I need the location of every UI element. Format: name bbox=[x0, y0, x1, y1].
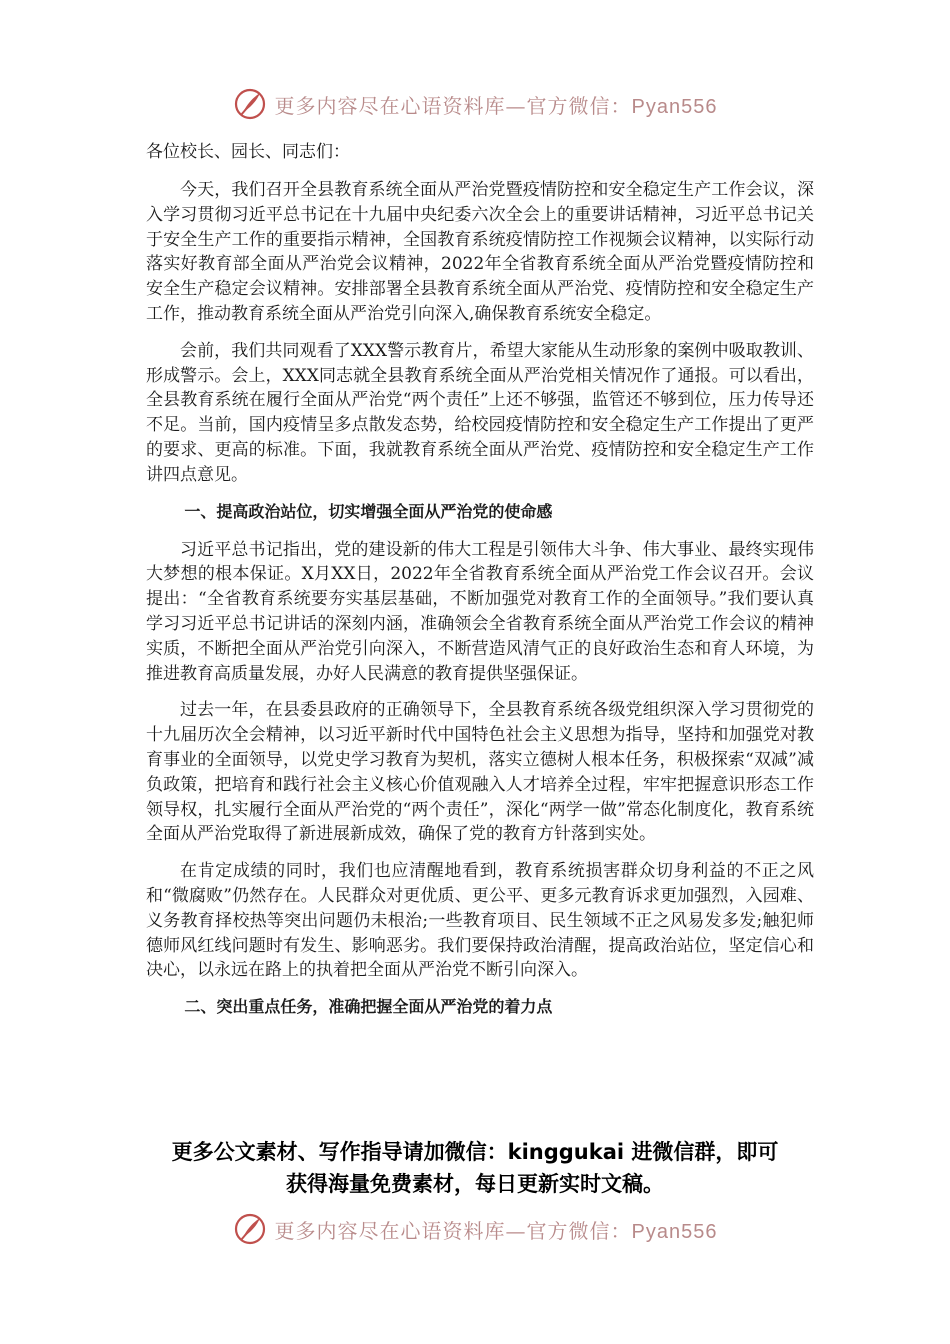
watermark-id: Pyan556 bbox=[631, 1220, 718, 1243]
paragraph: 今天，我们召开全县教育系统全面从严治党暨疫情防控和安全稳定生产工作会议，深入学习贯彻习近平总书记在十九届中央纪委六次全会上的重要讲话精神，习近平总书记关于安全生产工作的重要指示精神，全国教育系统疫情防控工作视频会议精神，以实际行动落实好教育部全面从严治党会议精神，2022年全省教育系统全面从严治党暨疫情防控和安全生产稳定会议精神。安排部署全县教育系统全面从严治党、疫情防控和安全稳定生产工作，推动教育系统全面从严治党引向深入,确保教育系统安全稳定。 bbox=[146, 180, 814, 324]
watermark-text bbox=[275, 1215, 718, 1244]
section-heading-1: 一、提高政治站位，切实增强全面从严治党的使命感 bbox=[184, 501, 553, 521]
quill-logo-icon bbox=[233, 87, 267, 121]
quill-logo-icon bbox=[233, 1212, 267, 1246]
promo-banner bbox=[120, 1136, 830, 1200]
paragraph: 过去一年，在县委县政府的正确领导下，全县教育系统各级党组织深入学习贯彻党的十九届历次全会精神，以习近平新时代中国特色社会主义思想为指导，坚持和加强党对教育事业的全面领导，以党史学习教育为契机，落实立德树人根本任务，积极探索“双减”减负政策，把培育和践行社会主义核心价值观融入人才培养全过程，牢牢把握意识形态工作领导权，扎实履行全面从严治党的“两个责任”，深化“两学一做”常态化制度化，教育系统全面从严治党取得了新进展新成效，确保了党的教育方针落到实处。 bbox=[146, 700, 814, 845]
footer-watermark bbox=[0, 1207, 950, 1251]
watermark-title: 更多内容尽在心语资料库 bbox=[274, 1218, 506, 1243]
document-body bbox=[146, 136, 814, 1033]
paragraph: 习近平总书记指出，党的建设新的伟大工程是引领伟大斗争、伟大事业、最终实现伟大梦想的根本保证。X月XX日，2022年全省教育系统全面从严治党工作会议召开。会议提出：“全省教育系统要夯实基层基础，不断加强党对教育工作的全面领导。”我们要认真学习习近平总书记讲话的深刻内涵，准确领会全省教育系统全面从严治党工作会议的精神实质，不断把全面从严治党引向深入，不断营造风清气正的良好政治生态和育人环境，为推进教育高质量发展，办好人民满意的教育提供坚强保证。 bbox=[146, 539, 814, 684]
promo-line-2: 获得海量免费素材，每日更新实时文稿。 bbox=[286, 1172, 664, 1196]
section-heading-2: 二、突出重点任务，准确把握全面从严治党的着力点 bbox=[184, 997, 553, 1017]
promo-line-1: 更多公文素材、写作指导请加微信：kinggukai 进微信群，即可 bbox=[171, 1140, 779, 1164]
watermark-text bbox=[275, 90, 718, 119]
watermark-label: 官方微信： bbox=[526, 93, 632, 118]
paragraph: 会前，我们共同观看了XXX警示教育片，希望大家能从生动形象的案例中吸取教训、形成警示。会上，XXX同志就全县教育系统全面从严治党相关情况作了通报。可以看出，全县教育系统在履行全面从严治党“两个责任”上还不够强，监管还不够到位，压力传导还不足。当前，国内疫情呈多点散发态势，给校园疫情防控和安全稳定生产工作提出了更严的要求、更高的标准。下面，我就教育系统全面从严治党、疫情防控和安全稳定生产工作讲四点意见。 bbox=[146, 340, 814, 485]
watermark-dash: — bbox=[505, 93, 527, 118]
header-watermark bbox=[0, 82, 950, 126]
paragraph: 在肯定成绩的同时，我们也应清醒地看到，教育系统损害群众切身利益的不正之风和“微腐败”仍然存在。人民群众对更优质、更公平、更多元教育诉求更加强烈，入园难、义务教育择校热等突出问题仍未根治;一些教育项目、民生领域不正之风易发多发;触犯师德师风红线问题时有发生、影响恶劣。我们要保持政治清醒，提高政治站位，坚定信心和决心，以永远在路上的执着把全面从严治党不断引向深入。 bbox=[146, 861, 814, 981]
watermark-label: 官方微信： bbox=[526, 1218, 632, 1243]
watermark-dash: — bbox=[505, 1218, 527, 1243]
salutation: 各位校长、园长、同志们： bbox=[146, 142, 350, 162]
watermark-title: 更多内容尽在心语资料库 bbox=[274, 93, 506, 118]
watermark-id: Pyan556 bbox=[631, 95, 718, 118]
